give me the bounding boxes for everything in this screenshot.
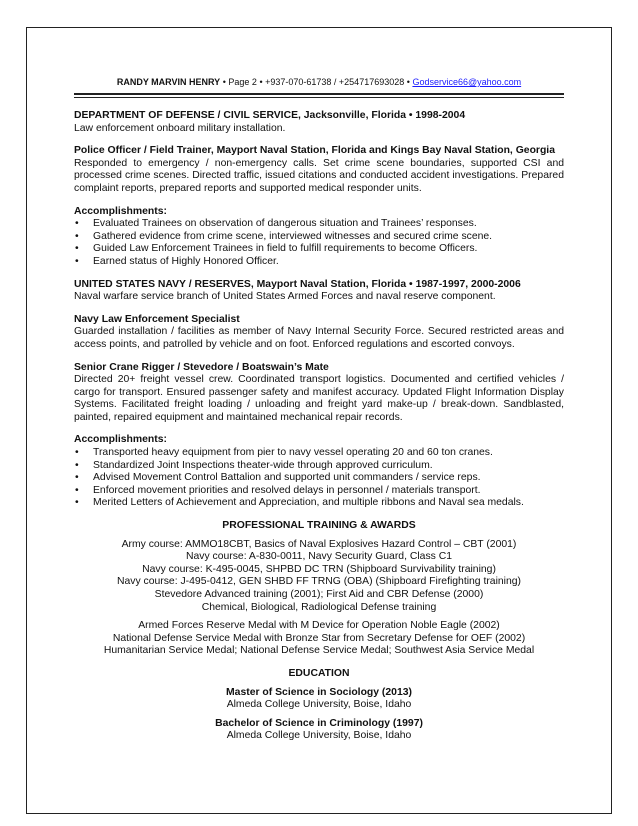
dod-accomplishments-label: Accomplishments: <box>74 205 167 217</box>
course-line: Navy course: J-495-0412, GEN SHBD FF TRNG (OBA) (Shipboard Firefighting training) <box>116 576 522 588</box>
bullet-icon: • <box>75 459 79 471</box>
course-line: Navy course: K-495-0045, SHPBD DC TRN (Shipboard Survivability training) <box>142 563 496 575</box>
degree-title: Master of Science in Sociology (2013) <box>226 686 412 698</box>
bullet-icon: • <box>75 243 79 255</box>
candidate-name: RANDY MARVIN HENRY <box>116 77 221 87</box>
list-item: • Enforced movement priorities and resolved delays in personnel / materials transport. <box>75 484 481 496</box>
bullet-icon: • <box>75 230 79 242</box>
dod-accomplishments-list <box>74 218 564 268</box>
course-line: Chemical, Biological, Radiological Defense training <box>201 601 437 613</box>
degree-school: Almeda College University, Boise, Idaho <box>226 730 412 742</box>
list-item: • Guided Law Enforcement Trainees in field to fulfill requirements to become Officers. <box>75 243 478 255</box>
navy-role2-title: Senior Crane Rigger / Stevedore / Boatswain’s Mate <box>74 361 329 373</box>
navy-role2-description: Directed 20+ freight vessel crew. Coordinated transport logistics. Documented and certified vehicles / cargo for transport. Ensured passenger safety and manifest accuracy. Updated Flight Information Display Systems. Facilitated freight loading / unloading and freight yard make-up / break-down. Sandblasted, painted, repaired equipment and maintained mechanical repair records. <box>74 374 564 423</box>
list-item: • Earned status of Highly Honored Officer. <box>75 255 279 267</box>
course-line: Army course: AMMO18CBT, Basics of Naval Explosives Hazard Control – CBT (2001) <box>121 538 517 550</box>
training-heading: PROFESSIONAL TRAINING & AWARDS <box>222 520 416 532</box>
award-line: Armed Forces Reserve Medal with M Device for Operation Noble Eagle (2002) <box>138 620 500 632</box>
bullet-icon: • <box>75 472 79 484</box>
bullet-icon: • <box>75 255 79 267</box>
course-line: Stevedore Advanced training (2001); First Aid and CBR Defense (2000) <box>154 589 484 600</box>
email-link[interactable]: Godservice66@yahoo.com <box>412 77 522 87</box>
separator: • <box>406 77 410 87</box>
bullet-icon: • <box>75 497 79 509</box>
header-rule-thick <box>74 93 564 95</box>
list-item: • Transported heavy equipment from pier to navy vessel operating 20 and 60 ton cranes. <box>75 447 493 459</box>
awards-list <box>74 620 564 658</box>
bullet-icon: • <box>75 484 79 496</box>
training-courses <box>74 539 564 615</box>
education-degree <box>74 718 564 743</box>
list-item: • Evaluated Trainees on observation of dangerous situation and Trainees’ responses. <box>75 218 477 230</box>
education-heading: EDUCATION <box>288 667 350 679</box>
education-degree <box>74 687 564 712</box>
navy-accomplishments-list <box>74 447 564 510</box>
list-item: • Merited Letters of Achievement and Appreciation, and multiple ribbons and Naval sea medals. <box>75 497 524 509</box>
dod-description: Law enforcement onboard military installation. <box>74 122 286 134</box>
navy-heading: UNITED STATES NAVY / RESERVES, Mayport Naval Station, Florida • 1987-1997, 2000-2006 <box>74 278 521 290</box>
course-line: Navy course: A-830-0011, Navy Security Guard, Class C1 <box>185 551 453 563</box>
list-item: • Gathered evidence from crime scene, interviewed witnesses and secured crime scene. <box>75 230 493 242</box>
navy-accomplishments-label: Accomplishments: <box>74 434 167 446</box>
bullet-icon: • <box>75 218 79 230</box>
degree-title: Bachelor of Science in Criminology (1997) <box>215 717 423 729</box>
list-item: • Advised Movement Control Battalion and supported unit commanders / service reps. <box>75 472 481 484</box>
header-rule-thin <box>74 97 564 98</box>
page-number: Page 2 <box>228 77 257 87</box>
degree-school: Almeda College University, Boise, Idaho <box>226 699 412 711</box>
award-line: National Defense Service Medal with Bronze Star from Secretary Defense for OEF (2002) <box>112 632 526 644</box>
phone-numbers: +937-070-61738 / +254717693028 <box>265 77 405 87</box>
dod-role-description: Responded to emergency / non-emergency calls. Set crime scene boundaries, supported CSI and processed crime scenes. Directed traffic, issued citations and conducted accident investigations. Prepared complaint reports, prepared reports and supported medical responder units. <box>74 157 564 194</box>
dod-heading: DEPARTMENT OF DEFENSE / CIVIL SERVICE, Jacksonville, Florida • 1998-2004 <box>74 110 466 121</box>
award-line: Humanitarian Service Medal; National Defense Service Medal; Southwest Asia Service Medal <box>103 645 535 657</box>
resume-header <box>74 76 564 88</box>
navy-description: Naval warfare service branch of United States Armed Forces and naval reserve component. <box>74 291 496 303</box>
list-item: • Standardized Joint Inspections theater-wide through approved curriculum. <box>75 459 433 471</box>
navy-role1-title: Navy Law Enforcement Specialist <box>74 313 240 325</box>
separator: • <box>259 77 263 87</box>
navy-role1-description: Guarded installation / facilities as member of Navy Internal Security Force. Secured restricted areas and access points, and patrolled by vehicle and on foot. Enforced regulations and escorted convoys. <box>74 326 564 350</box>
dod-role-title: Police Officer / Field Trainer, Mayport Naval Station, Florida and Kings Bay Naval Station, Georgia <box>74 145 555 157</box>
separator: • <box>222 77 226 87</box>
bullet-icon: • <box>75 447 79 459</box>
resume-body <box>74 110 564 743</box>
